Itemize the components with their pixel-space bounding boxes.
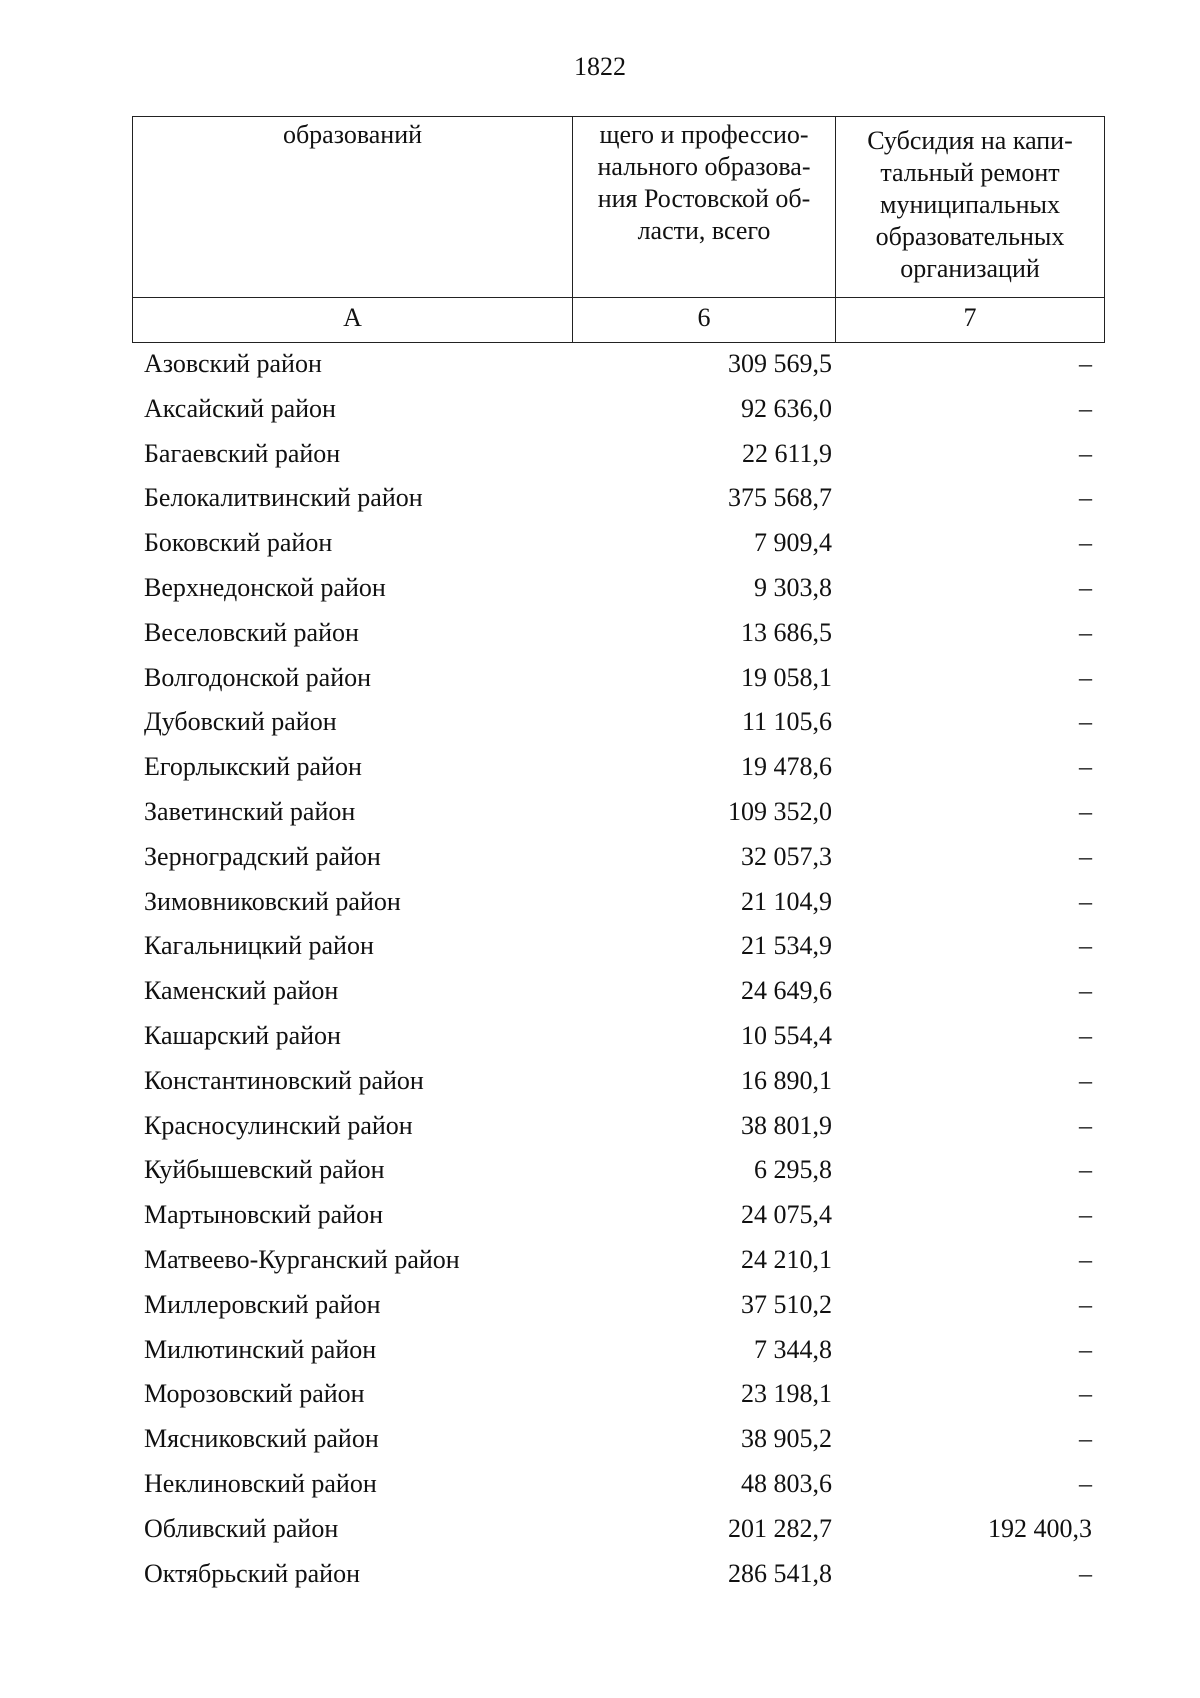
table-row: [132, 1014, 1104, 1059]
value-col-7: –: [1079, 886, 1092, 916]
value-col-7: –: [1079, 1424, 1092, 1454]
header-col-6: [573, 117, 836, 298]
value-col-7: 192 400,3: [988, 1513, 1092, 1543]
value-col-7: –: [1079, 393, 1092, 423]
header-title-row: [133, 117, 1105, 298]
value-col-6: 10 554,4: [741, 1020, 832, 1050]
district-name: Дубовский район: [144, 707, 337, 737]
value-col-6: 48 803,6: [741, 1468, 832, 1498]
district-name: Каменский район: [144, 976, 339, 1006]
table-row: [132, 880, 1104, 925]
district-name: Мартыновский район: [144, 1200, 384, 1230]
value-col-7: –: [1079, 438, 1092, 468]
value-col-7: –: [1079, 931, 1092, 961]
table-row: [132, 745, 1104, 790]
value-col-6: 37 510,2: [741, 1289, 832, 1319]
value-col-6: 309 569,5: [728, 349, 832, 378]
header-col-6-line: нального образова-: [597, 152, 811, 181]
value-col-7: –: [1079, 1020, 1092, 1050]
value-col-6: 13 686,5: [741, 617, 832, 647]
header-number-row: [133, 298, 1105, 343]
value-col-7: –: [1079, 483, 1092, 513]
table-row: [132, 1059, 1104, 1104]
value-col-6: 6 295,8: [754, 1155, 832, 1185]
header-col-a-number: А: [133, 298, 573, 343]
value-col-6: 19 058,1: [741, 662, 832, 692]
value-col-6: 38 801,9: [741, 1110, 832, 1140]
table-row: [132, 521, 1104, 566]
table-row: [132, 700, 1104, 745]
value-col-6: 21 104,9: [741, 886, 832, 916]
table-row: [132, 1148, 1104, 1193]
header-col-6-line: щего и профессио-: [599, 120, 809, 149]
district-name: Обливский район: [144, 1513, 339, 1543]
value-col-6: 7 344,8: [754, 1334, 832, 1364]
district-name: Егорлыкский район: [144, 752, 362, 782]
value-col-6: 7 909,4: [754, 528, 832, 558]
header-col-7-number: 7: [836, 298, 1105, 343]
value-col-6: 92 636,0: [741, 393, 832, 423]
value-col-7: –: [1079, 1200, 1092, 1230]
value-col-6: 9 303,8: [754, 572, 832, 602]
table-row: [132, 1507, 1104, 1552]
value-col-7: –: [1079, 1334, 1092, 1364]
district-name: Куйбышевский район: [144, 1155, 385, 1185]
header-col-7-line: организаций: [900, 254, 1040, 283]
value-col-7: –: [1079, 1468, 1092, 1498]
table-row: [132, 387, 1104, 432]
value-col-6: 286 541,8: [728, 1558, 832, 1588]
header-col-7-line: Субсидия на капи-: [867, 126, 1073, 155]
value-col-7: –: [1079, 617, 1092, 647]
district-name: Милютинский район: [144, 1334, 377, 1364]
district-name: Азовский район: [144, 349, 322, 378]
value-col-6: 201 282,7: [728, 1513, 832, 1543]
value-col-7: –: [1079, 841, 1092, 871]
table-row: [132, 476, 1104, 521]
table-row: [132, 969, 1104, 1014]
value-col-6: 24 210,1: [741, 1244, 832, 1274]
value-col-6: 19 478,6: [741, 752, 832, 782]
value-col-6: 38 905,2: [741, 1424, 832, 1454]
district-name: Мясниковский район: [144, 1424, 379, 1454]
district-name: Веселовский район: [144, 617, 359, 647]
value-col-7: –: [1079, 752, 1092, 782]
header-col-6-line: ния Ростовской об-: [597, 184, 811, 213]
value-col-7: –: [1079, 1244, 1092, 1274]
page-number: 1822: [574, 52, 626, 81]
table-body: [132, 342, 1104, 1596]
table-row: [132, 1417, 1104, 1462]
header-col-6-number: 6: [573, 298, 836, 343]
table-row: [132, 790, 1104, 835]
value-col-6: 375 568,7: [728, 483, 832, 513]
table-row: [132, 432, 1104, 477]
district-name: Аксайский район: [144, 393, 336, 423]
header-col-7: [836, 117, 1105, 298]
header-col-7-line: муниципальных: [879, 190, 1060, 219]
value-col-7: –: [1079, 1379, 1092, 1409]
value-col-7: –: [1079, 976, 1092, 1006]
district-name: Белокалитвинский район: [144, 483, 423, 513]
value-col-6: 23 198,1: [741, 1379, 832, 1409]
district-name: Красносулинский район: [144, 1110, 413, 1140]
table-row: [132, 566, 1104, 611]
value-col-7: –: [1079, 1155, 1092, 1185]
value-col-7: –: [1079, 349, 1092, 378]
value-col-6: 24 649,6: [741, 976, 832, 1006]
district-name: Матвеево-Курганский район: [144, 1244, 460, 1274]
header-col-a: [133, 117, 573, 298]
district-name: Боковский район: [144, 528, 333, 558]
district-name: Верхнедонской район: [144, 572, 386, 602]
value-col-6: 24 075,4: [741, 1200, 832, 1230]
district-name: Зимовниковский район: [144, 886, 401, 916]
header-col-6-line: ласти, всего: [637, 216, 771, 245]
value-col-6: 32 057,3: [741, 841, 832, 871]
value-col-6: 21 534,9: [741, 931, 832, 961]
table-row: [132, 656, 1104, 701]
value-col-7: –: [1079, 572, 1092, 602]
table-row: [132, 1283, 1104, 1328]
table-header: [132, 116, 1105, 343]
district-name: Заветинский район: [144, 796, 356, 826]
district-name: Морозовский район: [144, 1379, 365, 1409]
table-row: [132, 1238, 1104, 1283]
table-row: [132, 342, 1104, 387]
table-row: [132, 924, 1104, 969]
district-name: Кагальницкий район: [144, 931, 374, 961]
value-col-7: –: [1079, 1110, 1092, 1140]
header-col-a-title: образований: [282, 120, 423, 149]
district-name: Зерноградский район: [144, 841, 381, 871]
district-name: Константиновский район: [144, 1065, 424, 1095]
value-col-6: 109 352,0: [728, 796, 832, 826]
value-col-7: –: [1079, 528, 1092, 558]
table-row: [132, 835, 1104, 880]
table-row: [132, 1104, 1104, 1149]
district-name: Октябрьский район: [144, 1558, 360, 1588]
table-row: [132, 1372, 1104, 1417]
header-col-7-line: тальный ремонт: [880, 158, 1060, 187]
value-col-7: –: [1079, 707, 1092, 737]
district-name: Багаевский район: [144, 438, 341, 468]
table-row: [132, 1328, 1104, 1373]
header-col-7-line: образовательных: [875, 222, 1065, 251]
value-col-7: –: [1079, 796, 1092, 826]
value-col-6: 22 611,9: [741, 438, 832, 468]
table-row: [132, 611, 1104, 656]
value-col-6: 11 105,6: [741, 707, 832, 737]
table-row: [132, 1193, 1104, 1238]
value-col-7: –: [1079, 1558, 1092, 1588]
value-col-7: –: [1079, 662, 1092, 692]
table-row: [132, 1552, 1104, 1597]
value-col-7: –: [1079, 1289, 1092, 1319]
value-col-6: 16 890,1: [741, 1065, 832, 1095]
district-name: Миллеровский район: [144, 1289, 381, 1319]
district-name: Неклиновский район: [144, 1468, 377, 1498]
district-name: Волгодонской район: [144, 662, 372, 692]
value-col-7: –: [1079, 1065, 1092, 1095]
table-row: [132, 1462, 1104, 1507]
district-name: Кашарский район: [144, 1020, 341, 1050]
